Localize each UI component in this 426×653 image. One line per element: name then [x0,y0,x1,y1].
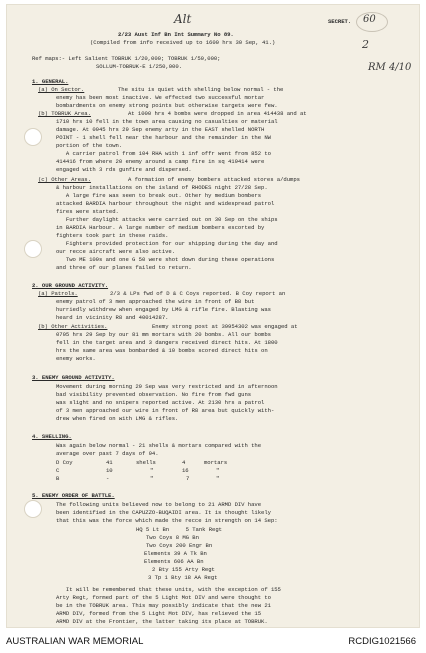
paragraph-line: bad visibility prevented observation. No fire from fwd guns [56,391,252,398]
paragraph-line: damage. At 0945 hrs 29 Sep enemy arty in the EAST shelled NORTH [56,126,265,133]
paragraph-line: and three of our planes failed to return. [56,264,192,271]
paragraph-line: & harbour installations on the island of RHODES night 27/28 Sep. [56,184,268,191]
paragraph-line: was slight and no snipers reported active. At 2130 hrs a patrol [56,399,265,406]
table-cell: D Coy [56,459,73,466]
table-cell: shells [136,459,156,466]
document-title: 2/23 Aust Inf Bn Int Summary No 89. [118,31,234,38]
paragraph-line: in BARDIA Harbour. A large number of medium bombers escorted by [56,224,265,231]
paragraph-line: ARMD DIV at the Frontier, the latter taking its place at TOBRUK. [56,618,268,625]
table-cell: 7 [186,475,190,482]
document-subtitle: (Compiled from info received up to 1600 hrs 30 Sep, 41.) [90,39,276,46]
paragraph-line: Further daylight attacks were carried out on 30 Sep on the ships [56,216,278,223]
table-cell: 16 [182,467,189,474]
subsection-label: (c) Other Areas. [38,176,91,183]
paragraph-line: The situ is quiet with shelling below normal - the [118,86,284,93]
archive-footer [0,630,426,653]
paragraph-line: fires were started. [56,208,119,215]
table-cell: - [106,475,110,482]
paragraph-line: fighters took part in these raids. [56,232,169,239]
table-cell: " [150,467,154,474]
punch-hole [24,240,42,258]
paragraph-line: average over past 7 days of 94. [56,450,159,457]
paragraph-line: 1710 hrs 10 fell in the town area causing no casualties or material [56,118,278,125]
section-heading-shelling: 4. SHELLING. [32,433,72,440]
table-cell: mortars [204,459,228,466]
section-heading-our-ground-activity: 2. OUR GROUND ACTIVITY. [32,282,109,289]
paragraph-line: Arty Regt, formed part of the 5 Light Mot DIV and were thought to [56,594,271,601]
paragraph-line: drew when fired on with LMG & rifles. [56,415,179,422]
record-id: RCDIG1021566 [348,636,416,647]
punch-hole [24,500,42,518]
ref-maps-line-2: SOLLUM-TOBRUK-E 1/250,000. [96,63,182,70]
paragraph-line: A carrier patrol from 104 RHA with 1 inf offr went from 852 to [56,150,271,157]
section-heading-enemy-order-of-battle: 5. ENEMY ORDER OF BATTLE. [32,492,115,499]
table-cell: 41 [106,459,113,466]
handwritten-folio-number: 60 [363,14,376,25]
unit-line: Elements 606 AA Bn [144,558,204,565]
paragraph-line: The following units believed now to belong to 21 ARMD DIV have [56,501,262,508]
paragraph-line: It will be remembered that these units, with the exception of 155 [56,586,281,593]
paragraph-line: A large fire was seen to break out. Other hy medium bombers [56,192,262,199]
punch-hole [24,128,42,146]
paragraph-line: Enemy strong post at 39954302 was engaged at [152,323,298,330]
paragraph-line: of 3 men approached our wire in front of R8 area but quickly with- [56,407,275,414]
paragraph-line: ARMD DIV, formed from the 5 Light Mot DIV, has relieved the 15 [56,610,262,617]
archive-name: AUSTRALIAN WAR MEMORIAL [6,636,144,647]
paragraph-line: attacked BARDIA harbour throughout the night and widespread patrol [56,200,275,207]
secret-marking: SECRET. [328,18,352,25]
handwritten-page-number: 2 [362,38,369,51]
subsection-label: (b) Other Activities. [38,323,108,330]
paragraph-line: enemy patrol of 3 men approached the wire in front of B8 but [56,298,255,305]
table-cell: " [216,475,220,482]
paragraph-line: At 1000 hrs 4 bombs were dropped in area 414438 and at [128,110,307,117]
table-cell: " [150,475,154,482]
paragraph-line: enemy works. [56,355,96,362]
unit-line: 3 Tp 1 Bty 18 AA Regt [148,574,218,581]
ref-maps-line-1: Ref maps:- Left Salient TOBRUK 1/20,000; TOBRUK 1/50,000; [32,55,221,62]
paragraph-line: hurriedly withdrew when engaged by LMG & rifle fire. Blasting was [56,306,271,313]
paragraph-line: A formation of enemy bombers attacked stores a/dumps [128,176,300,183]
unit-line: Elements 39 A Tk Bn [144,550,207,557]
paragraph-line: POINT - 1 shell fell near the harbour and the remainder in the NW [56,134,271,141]
paragraph-line: our recce aircraft were also active. [56,248,176,255]
paragraph-line: engaged with 3 rds gunfire and dispersed. [56,166,192,173]
table-cell: 4 [182,459,186,466]
paragraph-line: enemy has been most inactive. We effected two successful mortar [56,94,265,101]
unit-line: HQ 5 Lt Bn 5 Tank Regt [136,526,222,533]
document-page [6,4,420,628]
paragraph-line: bombardments on enemy strong points but otherwise targets were few. [56,102,278,109]
paragraph-line: Movement during morning 29 Sep was very restricted and in afternoon [56,383,278,390]
paragraph-line: fell in the target area and 3 dangers received direct hits. At 1800 [56,339,278,346]
paragraph-line: 0705 hrs 29 Sep by our 81 mm mortars with 20 bombs. All our bombs [56,331,271,338]
handwritten-scribble: Alt [174,12,192,26]
paragraph-line: 2/3 & LPs fwd of D & C Coys reported. B Coy report an [110,290,286,297]
paragraph-line: portion of the town. [56,142,123,149]
subsection-label: (b) TOBRUK Area. [38,110,91,117]
table-cell: C [56,467,60,474]
paragraph-line: Was again below normal - 21 shells & mortars compared with the [56,442,262,449]
unit-line: 2 Bty 155 Arty Regt [152,566,215,573]
section-heading-general: 1. GENERAL. [32,78,69,85]
table-cell: 10 [106,467,113,474]
subsection-label: (a) On Sector. [38,86,85,93]
unit-line: Two Coys 8 MG Bn [146,534,199,541]
paragraph-line: heard in vicinity R8 and 40014287. [56,314,169,321]
handwritten-initials: RM 4/10 [368,62,412,73]
paragraph-line: Two ME 109s and one G 50 were shot down during these operations [56,256,275,263]
unit-line: Two Coys 200 Engr Bn [146,542,213,549]
paragraph-line: been identified in the CAPUZZO-BUQAIDI area. It is thought likely [56,509,271,516]
subsection-label: (a) Patrols. [38,290,78,297]
section-heading-enemy-ground-activity: 3. ENEMY GROUND ACTIVITY. [32,374,115,381]
table-cell: B [56,475,60,482]
paragraph-line: hrs the same area was bombarded & 10 bombs scored direct hits on [56,347,268,354]
paragraph-line: Fighters provided protection for our shipping during the day and [56,240,278,247]
paragraph-line: be in the TOBRUK area. This may possibly indicate that the new 21 [56,602,271,609]
paragraph-line: that this was the force which made the recce in strength on 14 Sep: [56,517,278,524]
table-cell: " [216,467,220,474]
paragraph-line: 414416 from where 20 enemy around a camp fire in sq 419414 were [56,158,265,165]
